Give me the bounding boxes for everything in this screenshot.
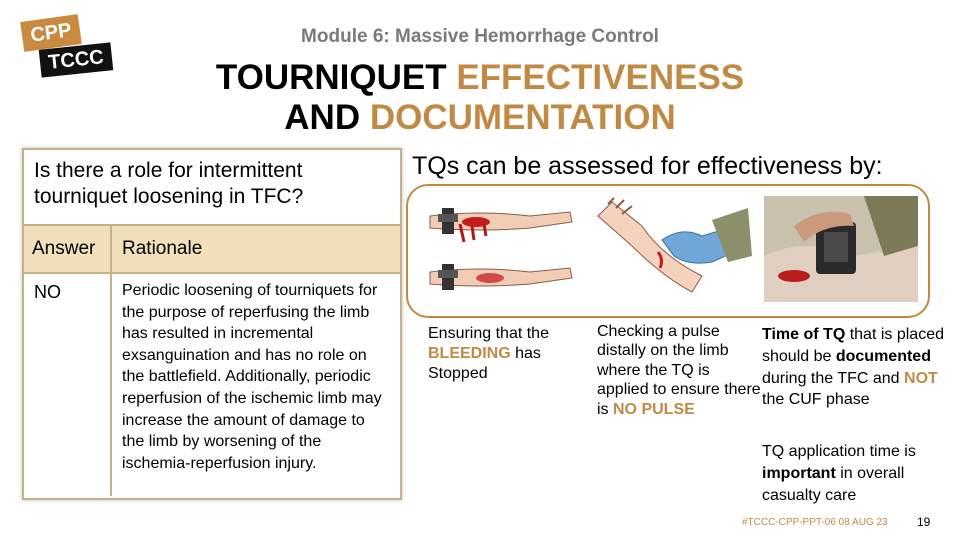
caption-application-time: [762, 441, 947, 506]
tourniquet-photo: [764, 196, 918, 302]
caption-app-b: important: [762, 464, 836, 482]
caption-time-c: documented: [835, 347, 931, 365]
logo-cpp: CPP: [20, 14, 82, 52]
slide-title: [0, 58, 960, 138]
module-label: Module 6: Massive Hemorrhage Control: [301, 26, 659, 47]
caption-time-b: that is placed should be: [762, 326, 944, 365]
caption-bleeding-a: Ensuring that the: [428, 325, 549, 342]
caption-pulse-a: Checking a pulse distally on the limb where the TQ is applied to ensure there is: [597, 323, 761, 418]
illustration-panel: [406, 184, 930, 318]
table-question: Is there a role for intermittent tourniquet loosening in TFC?: [24, 150, 400, 226]
question-table: [22, 148, 402, 500]
title-part-4: DOCUMENTATION: [369, 98, 676, 137]
caption-app-c: in overall casualty care: [762, 464, 905, 504]
answer-cell: NO: [24, 274, 112, 496]
table-row: [24, 274, 400, 496]
caption-time-e: NOT: [904, 369, 938, 387]
caption-time-f: the CUF phase: [762, 391, 870, 409]
caption-bleeding: [428, 324, 588, 384]
footer-code: #TCCC-CPP-PPT-06 08 AUG 23: [742, 517, 888, 528]
title-part-3: AND: [284, 98, 370, 137]
table-header-row: [24, 226, 400, 274]
page-number: 19: [917, 515, 931, 529]
header-answer: Answer: [24, 226, 112, 272]
arm-tourniquet-illustration: [420, 194, 580, 312]
logo-tccc: TCCC: [39, 42, 114, 77]
caption-pulse: [597, 322, 762, 419]
caption-bleeding-c: has Stopped: [428, 345, 541, 382]
caption-bleeding-b: BLEEDING: [428, 345, 511, 362]
assessment-heading: TQs can be assessed for effectiveness by:: [412, 152, 883, 180]
caption-pulse-b: NO PULSE: [613, 400, 695, 418]
header-rationale: Rationale: [122, 238, 203, 259]
title-part-1: TOURNIQUET: [215, 58, 457, 97]
pulse-check-illustration: [592, 196, 752, 312]
rationale-cell: Periodic loosening of tourniquets for the purpose of reperfusing the limb has resulted in incremental exsanguination and has no role on the battlefield. Additionally, periodic reperfusion of the ischemic limb may increase the amount of damage to the limb by worsening of the ischemia-reperfusion injury.: [122, 282, 382, 472]
caption-app-a: TQ application time is: [762, 443, 916, 460]
caption-time-a: Time of TQ: [762, 326, 846, 343]
title-part-2: EFFECTIVENESS: [456, 58, 745, 97]
caption-time: [762, 324, 947, 411]
caption-time-d: during the TFC and: [762, 369, 905, 387]
